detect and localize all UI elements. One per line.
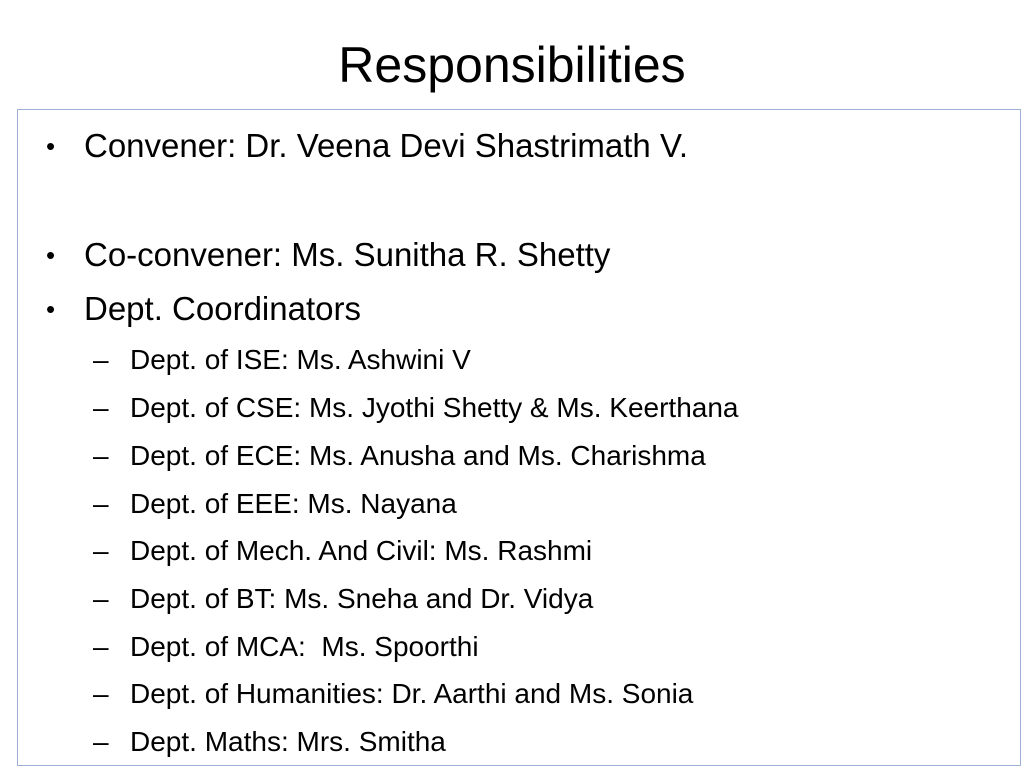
content-box bbox=[17, 109, 1021, 766]
slide-title: Responsibilities bbox=[338, 37, 686, 93]
bullet-dept-coordinators bbox=[46, 285, 361, 333]
sub-bullet-text: Dept. of ISE: Ms. Ashwini V bbox=[130, 344, 471, 375]
sub-bullet-ece bbox=[93, 434, 706, 478]
sub-bullet-bt bbox=[93, 577, 593, 621]
sub-bullet-text: Dept. of BT: Ms. Sneha and Dr. Vidya bbox=[130, 583, 594, 614]
bullet-text: Dept. Coordinators bbox=[84, 290, 361, 327]
sub-bullet-maths bbox=[93, 720, 446, 764]
sub-bullet-eee bbox=[93, 482, 457, 526]
dash-icon: – bbox=[93, 678, 109, 709]
dash-icon: – bbox=[93, 440, 109, 471]
bullet-dot-icon: • bbox=[46, 240, 56, 270]
bullet-text: Convener: Dr. Veena Devi Shastrimath V. bbox=[84, 127, 689, 164]
bullet-convener bbox=[46, 122, 688, 170]
sub-bullet-text: Dept. of ECE: Ms. Anusha and Ms. Charishma bbox=[130, 440, 706, 471]
dash-icon: – bbox=[93, 583, 109, 614]
dash-icon: – bbox=[93, 631, 109, 662]
sub-bullet-mech-civil bbox=[93, 529, 592, 573]
sub-bullet-text: Dept. of Mech. And Civil: Ms. Rashmi bbox=[130, 535, 593, 566]
bullet-text: Co-convener: Ms. Sunitha R. Shetty bbox=[84, 236, 611, 273]
bullet-co-convener bbox=[46, 231, 610, 279]
dash-icon: – bbox=[93, 392, 109, 423]
bullet-dot-icon: • bbox=[46, 294, 56, 324]
dash-icon: – bbox=[93, 344, 109, 375]
sub-bullet-cse bbox=[93, 386, 738, 430]
sub-bullet-text: Dept. of EEE: Ms. Nayana bbox=[130, 488, 457, 519]
dash-icon: – bbox=[93, 535, 109, 566]
sub-bullet-text: Dept. of CSE: Ms. Jyothi Shetty & Ms. Keerthana bbox=[130, 392, 739, 423]
sub-bullet-mca bbox=[93, 625, 479, 669]
sub-bullet-text: Dept. of MCA: Ms. Spoorthi bbox=[130, 631, 479, 662]
sub-bullet-text: Dept. Maths: Mrs. Smitha bbox=[130, 726, 446, 757]
sub-bullet-humanities bbox=[93, 672, 693, 716]
sub-bullet-text: Dept. of Humanities: Dr. Aarthi and Ms. Sonia bbox=[130, 678, 694, 709]
bullet-dot-icon: • bbox=[46, 131, 56, 161]
dash-icon: – bbox=[93, 488, 109, 519]
dash-icon: – bbox=[93, 726, 109, 757]
sub-bullet-ise bbox=[93, 338, 471, 382]
